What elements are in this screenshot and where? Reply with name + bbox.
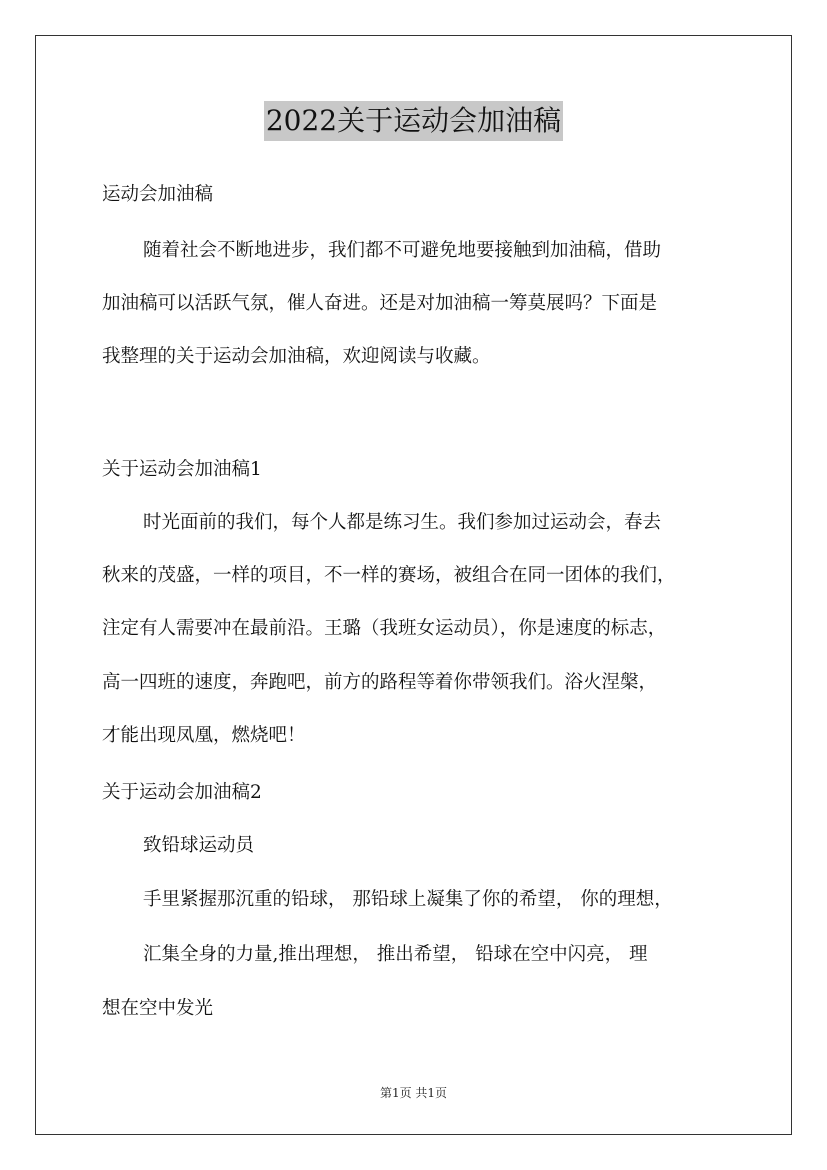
section-heading: 关于运动会加油稿1 [102, 459, 262, 480]
document-title: 2022关于运动会加油稿 [264, 101, 563, 141]
paragraph-line: 加油稿可以活跃气氛，催人奋进。还是对加油稿一筹莫展吗？下面是 [102, 293, 658, 314]
paragraph-line: 才能出现凤凰，燃烧吧！ [102, 725, 306, 746]
title-container [0, 101, 827, 141]
paragraph-line: 致铅球运动员 [143, 835, 255, 856]
paragraph-line: 想在空中发光 [102, 998, 214, 1019]
paragraph-line: 随着社会不断地进步，我们都不可避免地要接触到加油稿，借助 [143, 240, 662, 261]
paragraph-line: 注定有人需要冲在最前沿。王璐（我班女运动员），你是速度的标志， [102, 618, 667, 639]
paragraph-line: 高一四班的速度，奔跑吧，前方的路程等着你带领我们。浴火涅槃， [102, 672, 658, 693]
paragraph-line: 秋来的茂盛，一样的项目，不一样的赛场，被组合在同一团体的我们， [102, 565, 676, 586]
paragraph-line: 我整理的关于运动会加油稿，欢迎阅读与收藏。 [102, 346, 491, 367]
section-heading: 运动会加油稿 [102, 184, 214, 205]
page-footer: 第1页 共1页 [379, 1086, 448, 1100]
paragraph-line: 汇集全身的力量,推出理想， 推出希望， 铅球在空中闪亮， 理 [143, 944, 648, 965]
paragraph-line: 时光面前的我们，每个人都是练习生。我们参加过运动会，春去 [143, 512, 662, 533]
section-heading: 关于运动会加油稿2 [102, 782, 262, 803]
paragraph-line: 手里紧握那沉重的铅球， 那铅球上凝集了你的希望， 你的理想， [143, 889, 673, 910]
